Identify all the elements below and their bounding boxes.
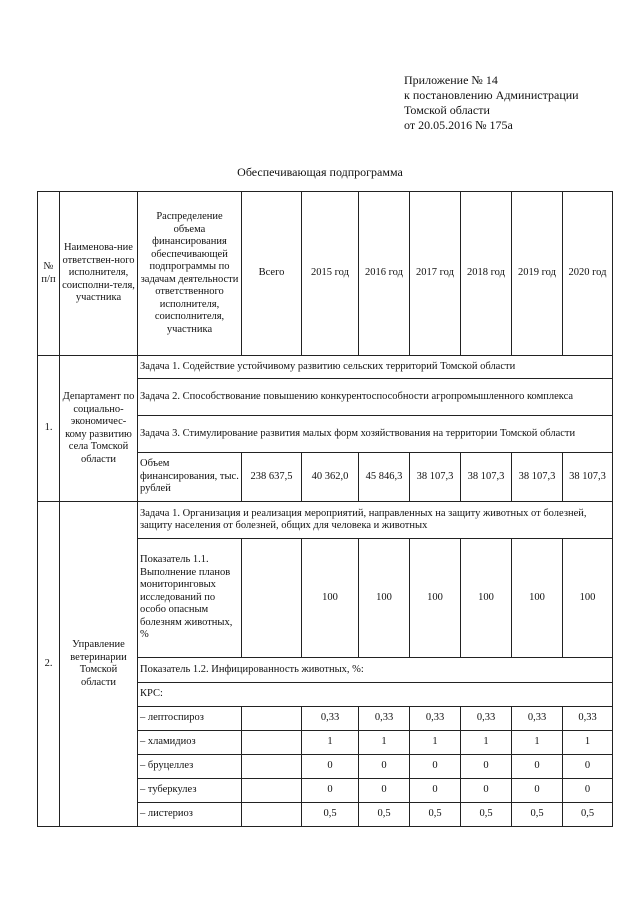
section2-number: 2. [38,502,60,827]
disease-value: 0 [512,779,563,803]
col-header-distribution: Распределение объема финансирования обеспечивающей подпрограммы по задачам деятельности ответственного исполнителя, соисполнителя, участника [138,192,242,356]
section1-volume-2015: 40 362,0 [302,453,359,502]
disease-value: 0,33 [512,707,563,731]
col-header-2016: 2016 год [359,192,410,356]
disease-label: – хламидиоз [138,731,242,755]
table-header-row [38,192,613,356]
disease-value: 0 [359,779,410,803]
indicator-1-1-label: Показатель 1.1. Выполнение планов мониторинговых исследований по особо опасным болезням животных, % [138,539,242,658]
disease-value: 1 [410,731,461,755]
section2-task1: Задача 1. Организация и реализация мероприятий, направленных на защиту животных от болезней, защиту населения от болезней, общих для человека и животных [138,502,613,539]
disease-value: 0,33 [410,707,461,731]
disease-value: 0,33 [302,707,359,731]
disease-value: 0 [563,779,613,803]
appendix-number: Приложение № 14 [404,73,498,87]
appendix-date: от 20.05.2016 № 175а [404,118,513,132]
disease-value: 0 [302,755,359,779]
col-header-2019: 2019 год [512,192,563,356]
appendix-header [404,73,579,133]
disease-value: 1 [512,731,563,755]
disease-value: 0,5 [302,803,359,827]
disease-value: 0,33 [563,707,613,731]
indicator-1-1-2015: 100 [302,539,359,658]
disease-total [242,803,302,827]
appendix-resolution: к постановлению Администрации [404,88,579,102]
col-header-2020: 2020 год [563,192,613,356]
disease-value: 0 [512,755,563,779]
disease-label: – туберкулез [138,779,242,803]
section1-task1: Задача 1. Содействие устойчивому развитию сельских территорий Томской области [138,356,613,379]
disease-value: 0 [563,755,613,779]
subprogram-table [37,191,613,827]
section1-number: 1. [38,356,60,502]
disease-value: 0 [461,755,512,779]
disease-value: 0,5 [563,803,613,827]
section1-volume-2020: 38 107,3 [563,453,613,502]
section1-volume-label: Объем финансирования, тыс. рублей [138,453,242,502]
col-header-total: Всего [242,192,302,356]
disease-value: 1 [359,731,410,755]
indicator-1-1-2018: 100 [461,539,512,658]
disease-value: 1 [461,731,512,755]
section1-executor: Департамент по социально-экономичес-кому развитию села Томской области [60,356,138,502]
indicator-1-1-2016: 100 [359,539,410,658]
disease-label: – листериоз [138,803,242,827]
section1-task2: Задача 2. Способствование повышению конкурентоспособности агропромышленного комплекса [138,379,613,416]
indicator-1-1-total [242,539,302,658]
disease-value: 0 [410,779,461,803]
section1-volume-2016: 45 846,3 [359,453,410,502]
appendix-region: Томской области [404,103,490,117]
disease-value: 0,33 [359,707,410,731]
col-header-num: № п/п [38,192,60,356]
section1-volume-total: 238 637,5 [242,453,302,502]
disease-total [242,755,302,779]
section1-volume-2019: 38 107,3 [512,453,563,502]
disease-total [242,707,302,731]
disease-value: 0 [359,755,410,779]
col-header-2015: 2015 год [302,192,359,356]
section1-task3: Задача 3. Стимулирование развития малых форм хозяйствования на территории Томской области [138,416,613,453]
krs-label: КРС: [138,683,613,707]
page-title: Обеспечивающая подпрограмма [237,165,403,179]
disease-value: 0 [461,779,512,803]
section2-executor: Управление ветеринарии Томской области [60,502,138,827]
indicator-1-1-2020: 100 [563,539,613,658]
disease-value: 1 [563,731,613,755]
disease-value: 1 [302,731,359,755]
disease-value: 0,5 [461,803,512,827]
indicator-1-1-2017: 100 [410,539,461,658]
indicator-1-1-2019: 100 [512,539,563,658]
disease-value: 0 [410,755,461,779]
disease-label: – лептоспироз [138,707,242,731]
section1-task1-row [38,356,613,379]
section2-task1-row [38,502,613,539]
disease-value: 0,5 [410,803,461,827]
section1-volume-2018: 38 107,3 [461,453,512,502]
disease-label: – бруцеллез [138,755,242,779]
disease-value: 0,5 [512,803,563,827]
col-header-name: Наименова-ние ответствен-ного исполнителя, соисполни-теля, участника [60,192,138,356]
col-header-2018: 2018 год [461,192,512,356]
disease-value: 0 [302,779,359,803]
disease-total [242,779,302,803]
disease-value: 0,33 [461,707,512,731]
indicator-1-2-label: Показатель 1.2. Инфицированность животных, %: [138,658,613,683]
section1-volume-2017: 38 107,3 [410,453,461,502]
disease-total [242,731,302,755]
col-header-2017: 2017 год [410,192,461,356]
disease-value: 0,5 [359,803,410,827]
